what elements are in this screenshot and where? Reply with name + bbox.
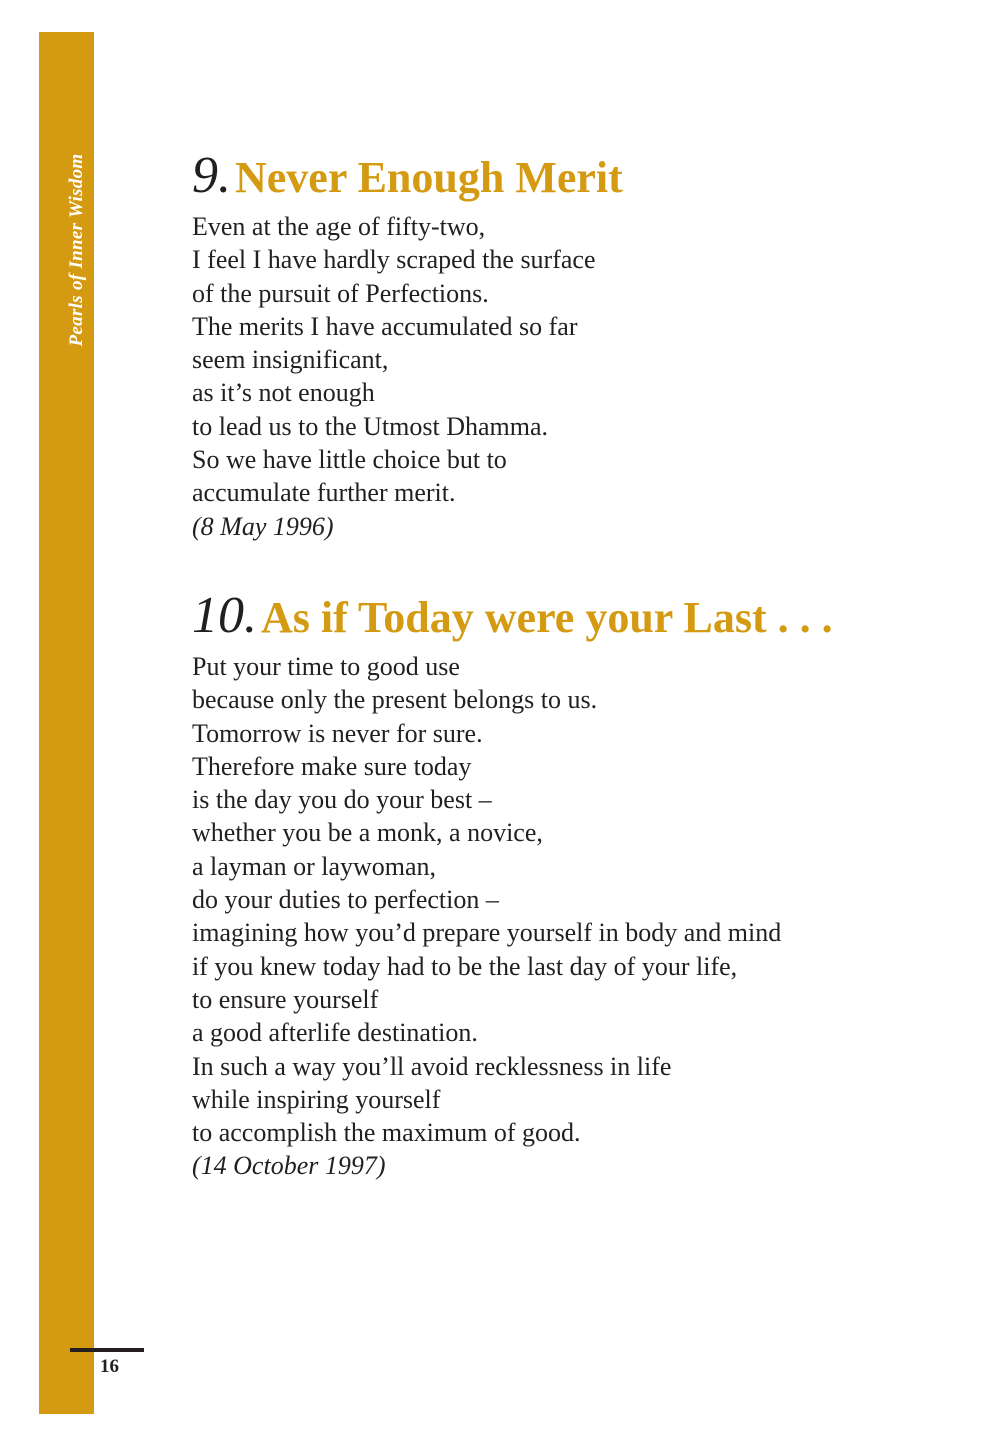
page-number-rule xyxy=(70,1348,144,1352)
poem-line: to ensure yourself xyxy=(192,984,379,1014)
poem-line: So we have little choice but to xyxy=(192,445,507,475)
book-title: Pearls of Inner Wisdom xyxy=(66,153,87,347)
poem-line: to accomplish the maximum of good. xyxy=(192,1118,581,1148)
section-heading xyxy=(192,146,623,204)
poem-line: if you knew today had to be the last day of your life, xyxy=(192,951,738,981)
poem-line: Tomorrow is never for sure. xyxy=(192,718,483,748)
poem-line: Even at the age of fifty-two, xyxy=(192,212,486,241)
poem-line: accumulate further merit. xyxy=(192,478,456,508)
poem-line: Put your time to good use xyxy=(192,652,460,681)
section-title: Never Enough Merit xyxy=(235,153,623,202)
poem-line: In such a way you’ll avoid recklessness in life xyxy=(192,1051,672,1081)
section-10 xyxy=(192,586,833,1183)
poem-date: (14 October 1997) xyxy=(192,1151,386,1181)
poem-line: whether you be a monk, a novice, xyxy=(192,818,543,848)
poem-line: Therefore make sure today xyxy=(192,751,472,781)
section-heading xyxy=(192,586,833,644)
poem-line: as it’s not enough xyxy=(192,378,375,408)
poem-line: of the pursuit of Perfections. xyxy=(192,278,489,308)
poem-line: imagining how you’d prepare yourself in body and mind xyxy=(192,918,782,948)
poem-line: I feel I have hardly scraped the surface xyxy=(192,245,596,275)
poem-line: a good afterlife destination. xyxy=(192,1018,478,1048)
page-number: 16 xyxy=(100,1356,119,1377)
section-number: 9. xyxy=(192,147,231,204)
poem-line: is the day you do your best – xyxy=(192,785,492,815)
section-number: 10. xyxy=(192,587,257,644)
poem-date: (8 May 1996) xyxy=(192,511,334,541)
poem-line: The merits I have accumulated so far xyxy=(192,311,578,341)
poem-line: to lead us to the Utmost Dhamma. xyxy=(192,411,549,441)
poem-line: a layman or laywoman, xyxy=(192,851,437,881)
poem-line: while inspiring yourself xyxy=(192,1084,441,1114)
poem-line: seem insignificant, xyxy=(192,345,389,375)
poem-line: because only the present belongs to us. xyxy=(192,685,598,715)
section-title: As if Today were your Last . . . xyxy=(261,593,833,642)
poem-line: do your duties to perfection – xyxy=(192,885,499,915)
section-9 xyxy=(192,146,623,543)
poem-lines xyxy=(192,210,623,510)
poem-lines xyxy=(192,650,833,1149)
